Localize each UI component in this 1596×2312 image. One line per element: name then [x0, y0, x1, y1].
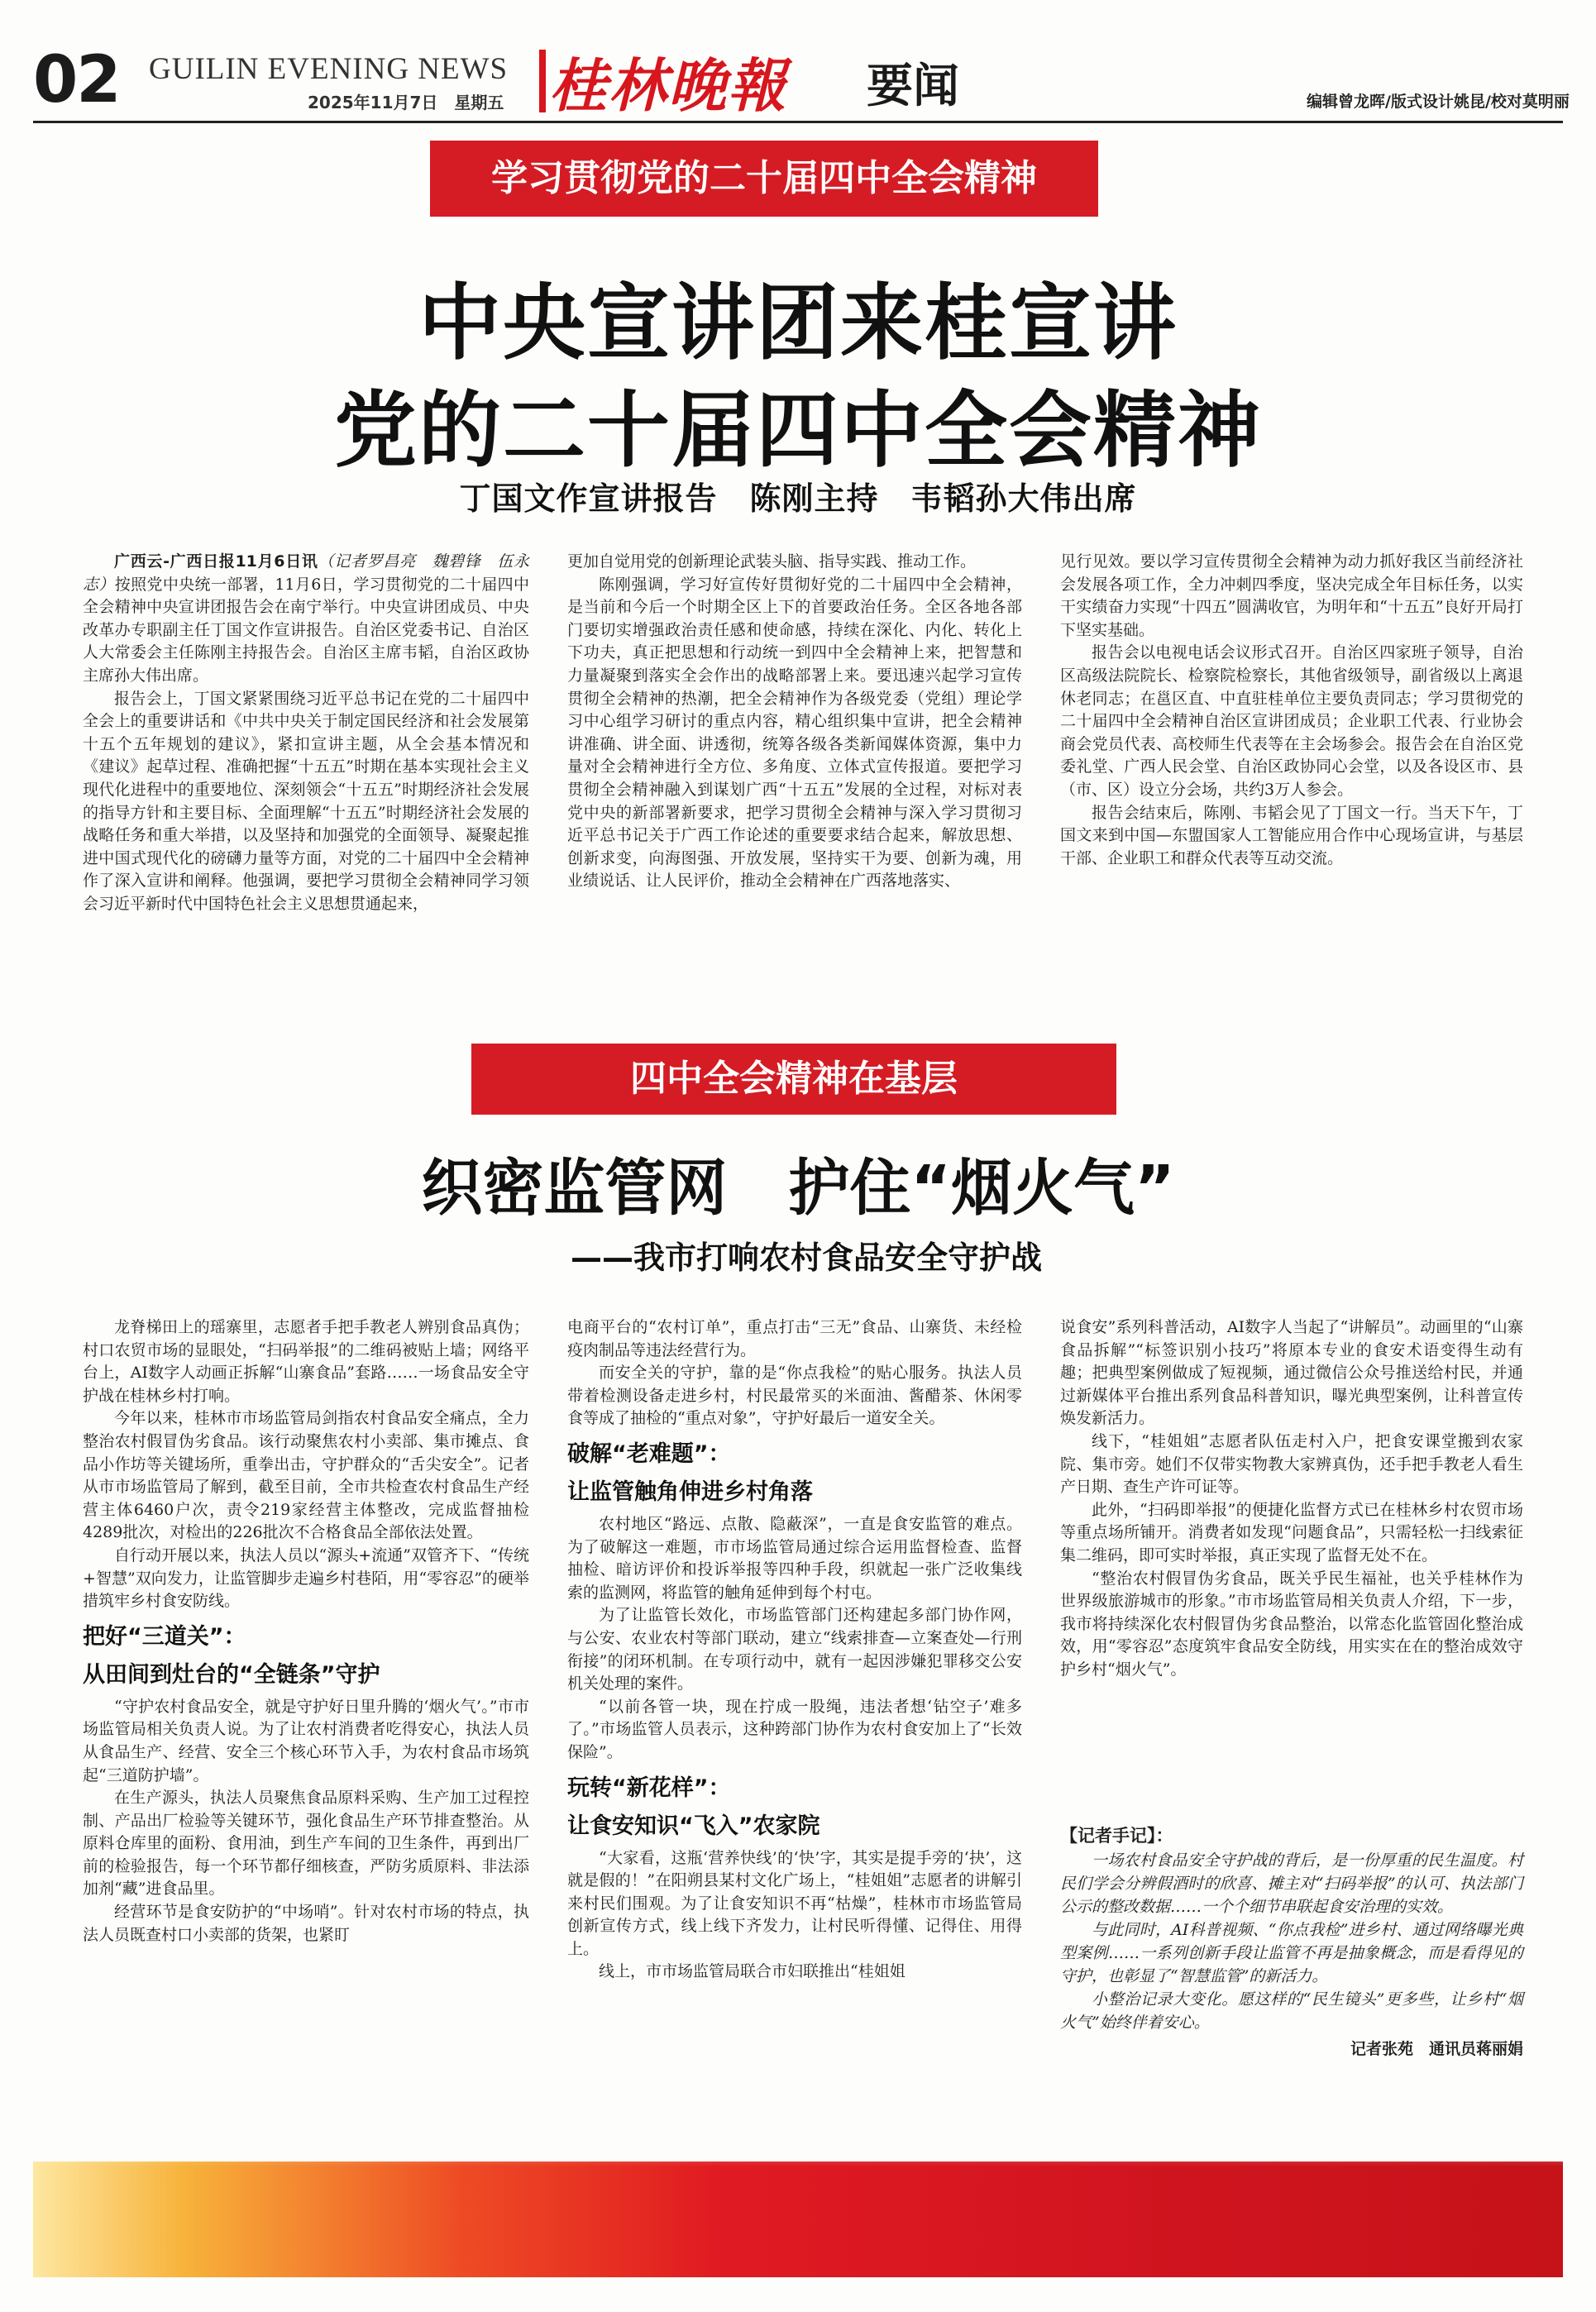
- paragraph: 今年以来，桂林市市场监管局剑指农村食品安全痛点，全力整治农村假冒伪劣食品。该行动聚焦农村小卖部、集市摊点、食品小作坊等关键场所，重拳出击，守护群众的“舌尖安全”。记者从市市场监管局了解到，截至目前，全市共检查农村食品生产经营主体6460户次，责令219家经营主体整改，完成监督抽检4289批次，对检出的226批次不合格食品全部依法处置。: [83, 1409, 529, 1542]
- newspaper-logo: 桂林晚報: [549, 51, 787, 120]
- paragraph: “整治农村假冒伪劣食品，既关乎民生福祉，也关乎桂林作为世界级旅游城市的形象。”市市场监管局相关负责人介绍，下一步，我市将持续深化农村假冒伪劣食品整治，以常态化监管固化整治成效，用“零容忍”态度筑牢食品安全防线，用实实在在的整治成效守护乡村“烟火气”。: [1060, 1569, 1523, 1679]
- paragraph: 见行见效。要以学习宣传贯彻全会精神为动力抓好我区当前经济社会发展各项工作，全力冲刺四季度，坚决完成全年目标任务，以实干实绩奋力实现“十四五”圆满收官，为明年和“十五五”良好开局打下坚实基础。: [1060, 552, 1523, 639]
- editors-credit: 编辑曾龙晖/版式设计姚昆/校对莫明丽: [1307, 93, 1570, 111]
- reporter-note: [1060, 1824, 1523, 2061]
- paragraph: 自行动开展以来，执法人员以“源头+流通”双管齐下、“传统+智慧”双向发力，让监管脚步走遍乡村巷陌，用“零容忍”的硬举措筑牢乡村食安防线。: [83, 1545, 529, 1611]
- footer-fade: [33, 2117, 1563, 2166]
- paragraph: “守护农村食品安全，就是守护好日里升腾的‘烟火气’。”市市场监管局相关负责人说。为了让农村消费者吃得安心，执法人员从食品生产、经营、安全三个核心环节入手，为农村食品市场筑起“三道防护墙”。: [83, 1697, 529, 1784]
- paragraph: 小整治记录大变化。愿这样的“民生镜头”更多些，让乡村“烟火气”始终伴着安心。: [1060, 1990, 1523, 2032]
- paragraph: “大家看，这瓶‘营养快线’的‘快’字，其实是提手旁的‘抉’，这就是假的！”在阳朔县某村文化广场上，“桂姐姐”志愿者的讲解引来村民们围观。为了让食安知识不再“枯燥”，桂林市市场监管局创新宣传方式，线上线下齐发力，让村民听得懂、记得住、用得上。: [567, 1848, 1022, 1958]
- paragraph: “以前各管一块，现在拧成一股绳，违法者想‘钻空子’难多了。”市场监管人员表示，这种跨部门协作为农村食安加上了“长效保险”。: [567, 1697, 1022, 1761]
- story2-headline: 织密监管网 护住“烟火气”: [421, 1153, 1175, 1224]
- subhead: 把好“三道关”：: [83, 1623, 246, 1650]
- subhead: 破解“老难题”：: [567, 1440, 731, 1467]
- logo-accent-bar: [539, 50, 546, 112]
- story2-column-3: [1060, 1316, 1523, 1682]
- paragraph: 更加自觉用党的创新理论武装头脑、指导实践、推动工作。: [567, 552, 977, 571]
- paragraph: 一场农村食品安全守护战的背后，是一份厚重的民生温度。村民们学会分辨假酒时的欣喜、摊主对“扫码举报”的认可、执法部门公示的整改数据……一个个细节串联起食安治理的实效。: [1060, 1851, 1523, 1916]
- paragraph: 电商平台的“农村订单”，重点打击“三无”食品、山寨货、未经检疫肉制品等违法经营行为。: [567, 1318, 1022, 1359]
- story1-banner: 学习贯彻党的二十届四中全会精神: [430, 141, 1098, 217]
- masthead-rule: [33, 121, 1563, 123]
- paragraph: 此外，“扫码即举报”的便捷化监督方式已在桂林乡村农贸市场等重点场所铺开。消费者如发现“问题食品”，只需轻松一扫线索征集二维码，即可实时举报，真正实现了监督无处不在。: [1060, 1500, 1523, 1564]
- story2-banner: 四中全会精神在基层: [471, 1044, 1116, 1115]
- story2-column-1: [83, 1316, 529, 1947]
- newspaper-english-name: GUILIN EVENING NEWS: [149, 52, 509, 86]
- subhead: 从田间到灶台的“全链条”守护: [83, 1661, 380, 1688]
- paragraph: 线下，“桂姐姐”志愿者队伍走村入户，把食安课堂搬到农家院、集市旁。她们不仅带实物教大家辨真伪，还手把手教老人看生产日期、查生产许可证等。: [1060, 1431, 1523, 1497]
- section-name: 要闻: [867, 60, 959, 113]
- paragraph: 按照党中央统一部署，11月6日，学习贯彻党的二十届四中全会精神中央宣讲团报告会在南宁举行。中央宣讲团成员、中央改革办专职副主任丁国文作宣讲报告。自治区党委书记、自治区人大常委会主任陈刚主持报告会。自治区主席韦韬，自治区政协主席孙大伟出席。: [83, 575, 529, 685]
- story1-column-1: [83, 551, 529, 916]
- story2-column-2: [567, 1316, 1022, 1984]
- paragraph: 经营环节是食安防护的“中场哨”。针对农村市场的特点，执法人员既查村口小卖部的货架，也紧盯: [83, 1903, 529, 1944]
- paragraph: 陈刚强调，学习好宣传好贯彻好党的二十届四中全会精神，是当前和今后一个时期全区上下的首要政治任务。全区各地各部门要切实增强政治责任感和使命感，持续在深化、内化、转化上下功夫，真正把思想和行动统一到四中全会精神上来，把智慧和力量凝聚到落实全会作出的战略部署上来。要迅速兴起学习宣传贯彻全会精神的热潮，把全会精神作为各级党委（党组）理论学习中心组学习研讨的重点内容，精心组织集中宣讲，把全会精神讲准确、讲全面、讲透彻，统筹各级各类新闻媒体资源，集中力量对全会精神进行全方位、多角度、立体式宣传报道。要把学习贯彻全会精神融入到谋划广西“十五五”发展的全过程，对标对表党中央的新部署新要求，把学习贯彻全会精神与深入学习贯彻习近平总书记关于广西工作论述的重要要求结合起来，解放思想、创新求变，向海图强、开放发展，坚持实干为要、创新为魂，用业绩说话、让人民评价，推动全会精神在广西落地落实、: [567, 575, 1022, 891]
- issue-date: 2025年11月7日 星期五: [308, 93, 504, 112]
- reporter-byline: 记者张苑 通讯员蒋丽娟: [1350, 2040, 1523, 2058]
- reporters: （记者罗昌亮 魏碧锋 伍永志）: [83, 552, 529, 594]
- story1-headline-line1: 中央宣讲团来桂宣讲: [418, 275, 1178, 371]
- paragraph: 线上，市市场监管局联合市妇联推出“桂姐姐: [599, 1962, 906, 1981]
- subhead: 让监管触角伸进乡村角落: [567, 1478, 813, 1505]
- story1-column-3: [1060, 551, 1523, 870]
- paragraph: 而安全关的守护，靠的是“你点我检”的贴心服务。执法人员带着检测设备走进乡村，村民最常买的米面油、酱醋茶、休闲零食等成了抽检的“重点对象”，守护好最后一道安全关。: [567, 1364, 1022, 1428]
- paragraph: 为了让监管长效化，市场监管部门还构建起多部门协作网，与公安、农业农村等部门联动，建立“线索排查—立案查处—行刑衔接”的闭环机制。在专项行动中，就有一起因涉嫌犯罪移交公安机关处理的案件。: [567, 1606, 1022, 1693]
- paragraph: 与此同时，AI科普视频、“你点我检”进乡村、通过网络曝光典型案例……一系列创新手段让监管不再是抽象概念，而是看得见的守护，也彰显了“智慧监管”的新活力。: [1060, 1921, 1523, 1985]
- paragraph: 农村地区“路远、点散、隐蔽深”，一直是食安监管的难点。为了破解这一难题，市市场监管局通过综合运用监督检查、监督抽检、暗访评价和投诉举报等四种手段，织就起一张广泛收集线索的监测网，将监管的触角延伸到每个村屯。: [567, 1514, 1022, 1602]
- story1-subheadline: 丁国文作宣讲报告 陈刚主持 韦韬孙大伟出席: [459, 480, 1137, 517]
- page-number: 02: [33, 43, 120, 117]
- paragraph: 报告会上，丁国文紧紧围绕习近平总书记在党的二十届四中全会上的重要讲话和《中共中央关于制定国民经济和社会发展第十五个五年规划的建议》，紧扣宣讲主题，从全会基本情况和《建议》起草过程、准确把握“十五五”时期在基本实现社会主义现代化进程中的重要地位、深刻领会“十五五”时期经济社会发展的指导方针和主要目标、全面理解“十五五”时期经济社会发展的战略任务和重大举措，以及坚持和加强党的全面领导、凝聚起推进中国式现代化的磅礴力量等方面，对党的二十届四中全会精神作了深入宣讲和阐释。他强调，要把学习贯彻全会精神同学习领会习近平新时代中国特色社会主义思想贯通起来，: [83, 689, 529, 913]
- paragraph: 说食安”系列科普活动，AI数字人当起了“讲解员”。动画里的“山寨食品拆解”“标签识别小技巧”将原本专业的食安术语变得生动有趣；把典型案例做成了短视频，通过微信公众号推送给村民，并通过新媒体平台推出系列食品科普知识，曝光典型案例，让科普宣传焕发新活力。: [1060, 1318, 1523, 1428]
- dateline: 广西云-广西日报11月6日讯: [114, 552, 318, 571]
- story1-headline-line2: 党的二十届四中全会精神: [334, 382, 1262, 479]
- footer-gradient-band: [33, 2162, 1563, 2277]
- paragraph: 在生产源头，执法人员聚焦食品原料采购、生产加工过程控制、产品出厂检验等关键环节，强化食品生产环节排查整治。从原料仓库里的面粉、食用油，到生产车间的卫生条件，再到出厂前的检验报告，每一个环节都仔细核查，严防劣质原料、非法添加剂“藏”进食品里。: [83, 1789, 529, 1899]
- story1-column-2: [567, 551, 1022, 893]
- subhead: 让食安知识“飞入”农家院: [567, 1813, 820, 1839]
- story2-subheadline: ——我市打响农村食品安全守护战: [571, 1240, 1043, 1276]
- paragraph: 龙脊梯田上的瑶寨里，志愿者手把手教老人辨别食品真伪；村口农贸市场的显眼处，“扫码举报”的二维码被贴上墙；网络平台上，AI数字人动画正拆解“山寨食品”套路……一场食品安全守护战在桂林乡村打响。: [83, 1318, 529, 1405]
- paragraph: 报告会以电视电话会议形式召开。自治区四家班子领导，自治区高级法院院长、检察院检察长，其他省级领导，副省级以上离退休老同志；在邕区直、中直驻桂单位主要负责同志；学习贯彻党的二十届四中全会精神自治区宣讲团成员；企业职工代表、行业协会商会党员代表、高校师生代表等在主会场参会。报告会在自治区党委礼堂、广西人民会堂、自治区政协同心会堂，以及各设区市、县（市、区）设立分会场，共约3万人参会。: [1060, 643, 1523, 799]
- subhead: 玩转“新花样”：: [567, 1775, 731, 1801]
- paragraph: 报告会结束后，陈刚、韦韬会见了丁国文一行。当天下午，丁国文来到中国—东盟国家人工智能应用合作中心现场宣讲，与基层干部、企业职工和群众代表等互动交流。: [1060, 803, 1523, 867]
- reporter-note-title: 【记者手记】：: [1060, 1826, 1173, 1846]
